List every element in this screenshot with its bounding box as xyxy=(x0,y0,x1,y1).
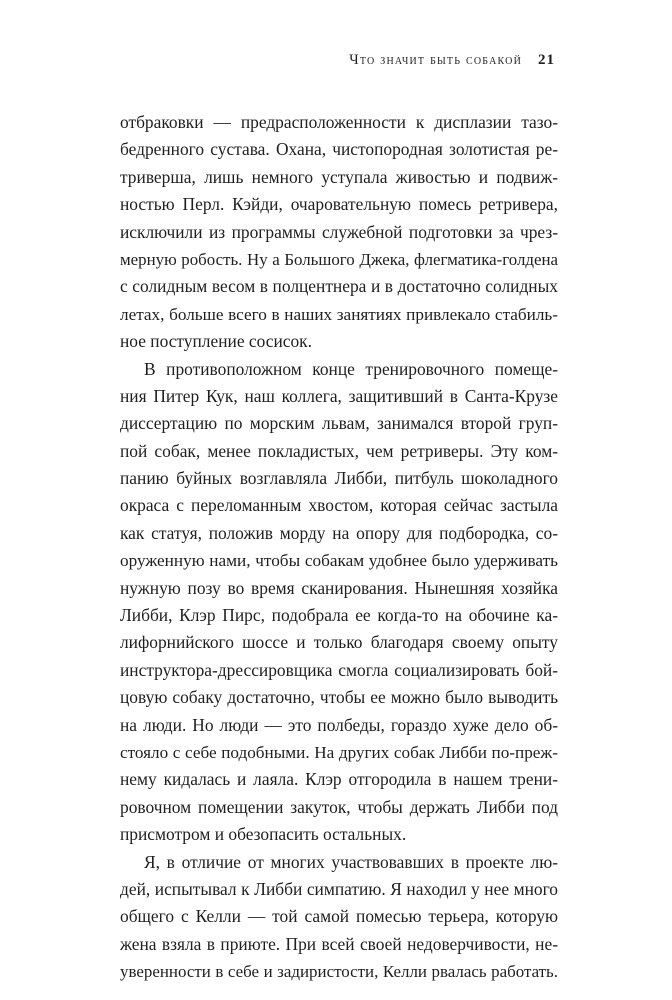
text-line: жена взяла в приюте. При всей своей недоверчивости, не- xyxy=(120,933,558,954)
text-line: ровочном помещении закуток, чтобы держать Либби под xyxy=(120,796,558,817)
text-line: общего с Келли — той самой помесью терьера, которую xyxy=(120,906,558,927)
paragraph xyxy=(120,849,558,986)
text-line: уверенности в себе и задиристости, Келли рвалась работать. xyxy=(120,962,558,982)
text-line: ное поступление сосисок. xyxy=(120,331,312,352)
text-line: бедренного сустава. Охана, чистопородная золотистая ре- xyxy=(120,139,558,160)
paragraph xyxy=(120,109,558,356)
body-text xyxy=(120,109,558,986)
text-line: лифорнийского шоссе и только благодаря своему опыту xyxy=(120,632,558,653)
text-line: диссертацию по морским львам, занимался второй груп- xyxy=(120,413,558,434)
text-line: стояло с себе подобными. На других собак Либби по-преж- xyxy=(120,742,558,762)
text-line: отбраковки — предрасположенности к дисплазии тазо- xyxy=(120,112,558,132)
text-line: на люди. Но люди — это полбеды, гораздо хуже дело об- xyxy=(120,714,558,735)
text-line: нужную позу во время сканирования. Нынешняя хозяйка xyxy=(120,577,558,598)
text-line: В противоположном конце тренировочного помеще- xyxy=(144,358,558,379)
text-line: Я, в отличие от многих участвовавших в проекте лю- xyxy=(144,851,558,872)
page-number: 21 xyxy=(538,52,555,68)
text-line: ностью Перл. Кэйди, очаровательную помесь ретривера, xyxy=(120,194,558,215)
text-line: исключили из программы служебной подготовки за чрез- xyxy=(120,221,558,242)
text-line: окраса с переломанным хвостом, которая сейчас застыла xyxy=(120,495,558,516)
text-line: летах, больше всего в наших занятиях привлекало стабиль- xyxy=(120,304,558,324)
text-line: Либби, Клэр Пирс, подобрала ее когда-то на обочине ка- xyxy=(120,605,558,626)
running-head xyxy=(0,52,672,74)
text-line: пой собак, менее покладистых, чем ретриверы. Эту ком- xyxy=(120,440,558,461)
text-line: панию буйных возглавляла Либби, питбуль шоколадного xyxy=(120,468,558,489)
text-line: цовую собаку достаточно, чтобы ее можно было выводить xyxy=(120,687,558,708)
text-line: триверша, лишь немного уступала живостью и подвиж- xyxy=(120,166,558,187)
running-title: Что значит быть собакой xyxy=(349,52,522,68)
text-line: ния Питер Кук, наш коллега, защитивший в Санта-Крузе xyxy=(120,385,558,406)
text-line: мерную робость. Ну а Большого Джека, флегматика-голдена xyxy=(120,249,558,269)
text-line: инструктора-дрессировщика смогла социализировать бой- xyxy=(120,659,558,680)
text-line: нему кидалась и лаяла. Клэр отгородила в нашем трени- xyxy=(120,769,558,790)
paragraph xyxy=(120,356,558,849)
text-line: оруженную нами, чтобы собакам удобнее было удерживать xyxy=(120,551,558,571)
text-line: с солидным весом в полцентнера и в достаточно солидных xyxy=(120,276,558,297)
text-line: присмотром и обезопасить остальных. xyxy=(120,824,407,845)
text-line: дей, испытывал к Либби симпатию. Я находил у нее много xyxy=(120,878,558,899)
text-line: как статуя, положив морду на опору для подбородка, со- xyxy=(120,522,558,543)
